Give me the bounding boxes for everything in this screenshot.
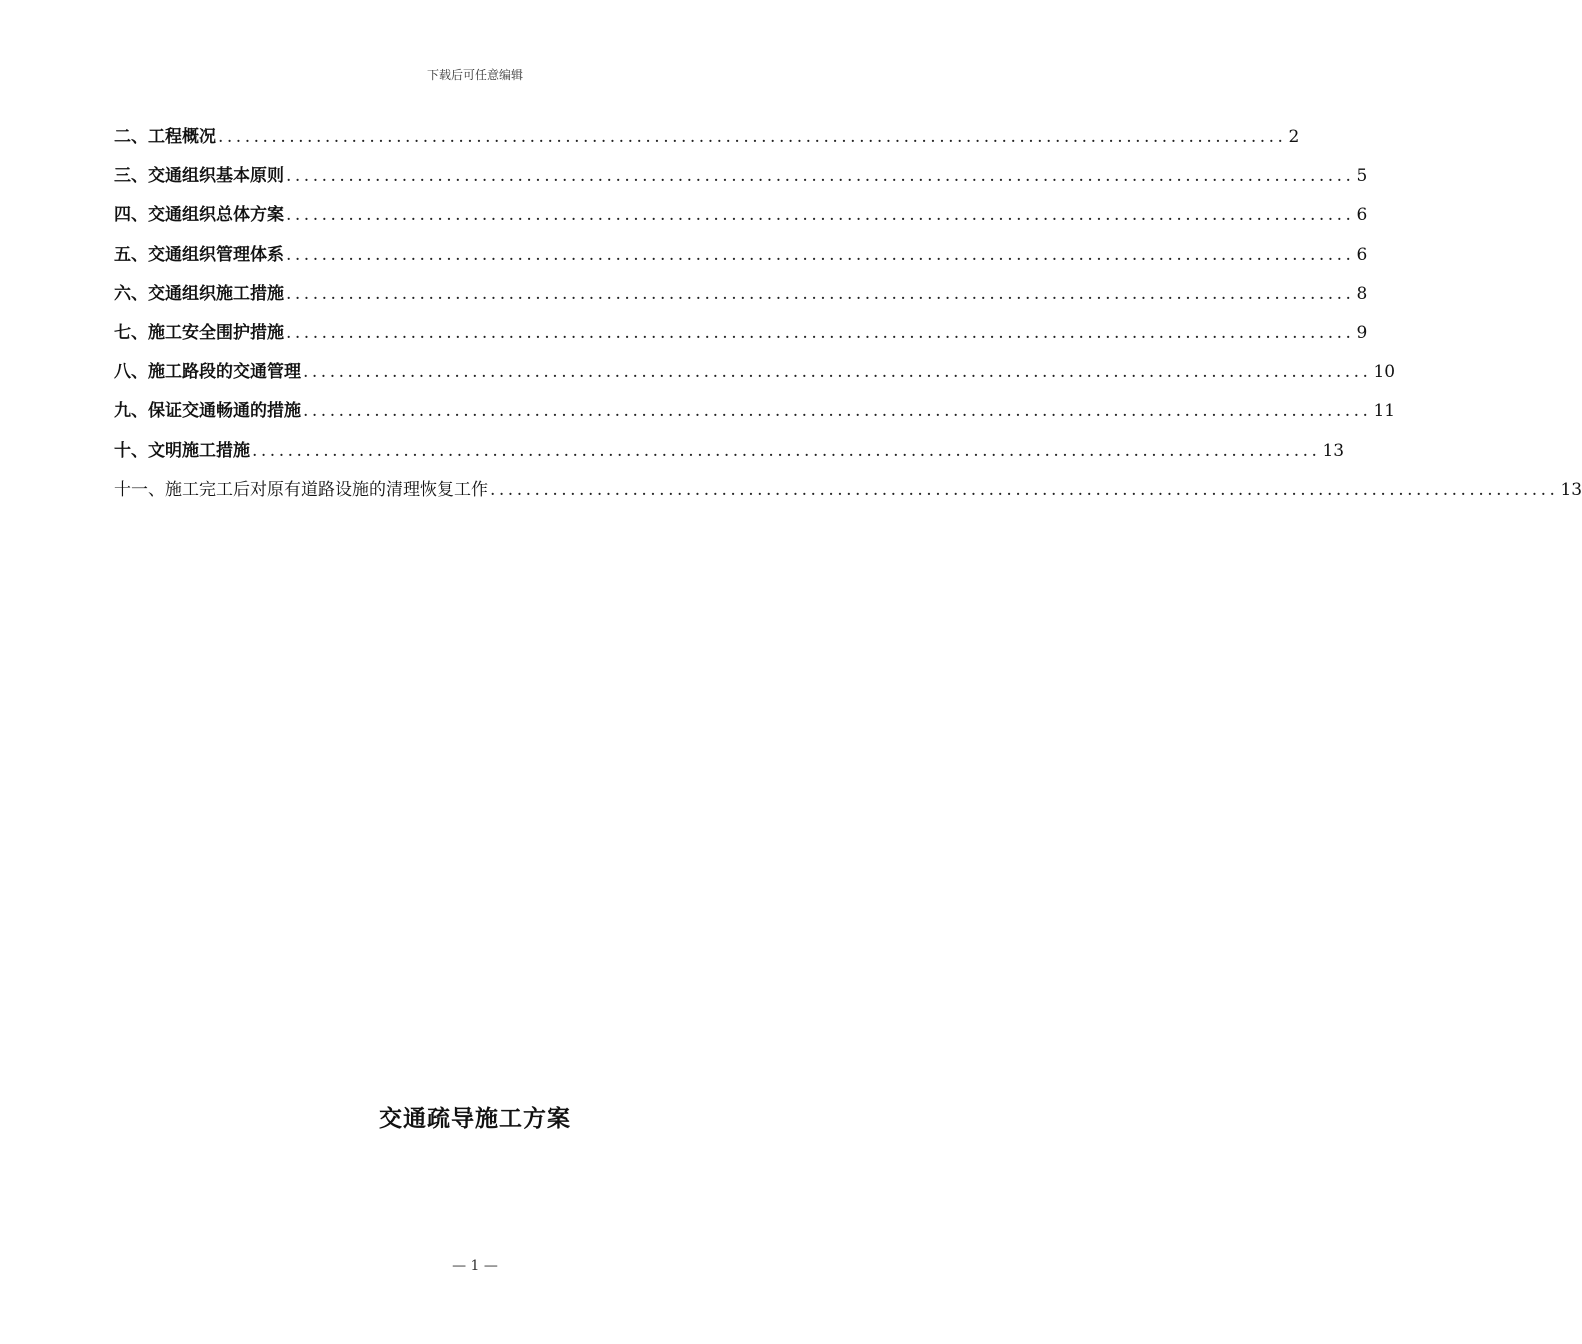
toc-leader-dots: ........................................................................................................................ (286, 322, 1355, 343)
toc-entry-page: 8 (1356, 283, 1368, 304)
toc-entry-title: 十、文明施工措施 (114, 440, 250, 461)
toc-entry-title: 三、交通组织基本原则 (114, 166, 284, 187)
toc-entry-page: 2 (1288, 127, 1300, 147)
toc-entry-page: 10 (1373, 362, 1396, 383)
toc-entry-title: 十一、施工完工后对原有道路设施的清理恢复工作 (114, 479, 488, 500)
toc-leader-dots: ........................................................................................................................ (303, 362, 1372, 383)
toc-leader-dots: ........................................................................................................................ (490, 479, 1559, 500)
toc-entry-title: 八、施工路段的交通管理 (114, 362, 301, 383)
toc-entry[interactable] (114, 398, 1396, 437)
toc-leader-dots: ........................................................................................................................ (286, 166, 1355, 187)
toc-entry-page: 5 (1356, 166, 1368, 187)
toc-entry-title: 六、交通组织施工措施 (114, 283, 284, 304)
page-header-note: 下载后可任意编辑 (426, 68, 523, 82)
toc-entry[interactable] (114, 163, 1368, 202)
toc-entry[interactable] (114, 438, 1345, 477)
toc-leader-dots: ........................................................................................................................ (303, 401, 1372, 422)
toc-entry-page: 6 (1356, 244, 1368, 265)
toc-leader-dots: ........................................................................................................................ (286, 205, 1355, 226)
page-number: — 1 — (452, 1258, 498, 1274)
toc-entry-title: 七、施工安全围护措施 (114, 322, 284, 343)
toc-entry-title: 二、工程概况 (114, 127, 216, 147)
toc-entry[interactable] (114, 281, 1368, 320)
toc-entry-page: 13 (1322, 440, 1345, 461)
toc-entry-title: 九、保证交通畅通的措施 (114, 401, 301, 422)
toc-entry-page: 13 (1560, 479, 1582, 500)
toc-entry[interactable] (114, 320, 1368, 359)
toc-entry[interactable] (114, 242, 1368, 281)
toc-entry-page: 6 (1356, 205, 1368, 226)
toc-entry[interactable] (114, 359, 1396, 398)
toc-entry[interactable] (114, 477, 1582, 516)
toc-entry-page: 11 (1373, 401, 1396, 422)
toc-entry-page: 9 (1356, 322, 1368, 343)
document-title: 交通疏导施工方案 (379, 1105, 571, 1132)
toc-entry-title: 四、交通组织总体方案 (114, 205, 284, 226)
toc-leader-dots: ........................................................................................................................ (218, 127, 1287, 147)
toc-leader-dots: ........................................................................................................................ (252, 440, 1321, 461)
table-of-contents (114, 124, 1582, 516)
toc-entry[interactable] (114, 202, 1368, 241)
toc-leader-dots: ........................................................................................................................ (286, 244, 1355, 265)
toc-leader-dots: ........................................................................................................................ (286, 283, 1355, 304)
toc-entry-title: 五、交通组织管理体系 (114, 244, 284, 265)
toc-entry[interactable] (114, 124, 1300, 163)
